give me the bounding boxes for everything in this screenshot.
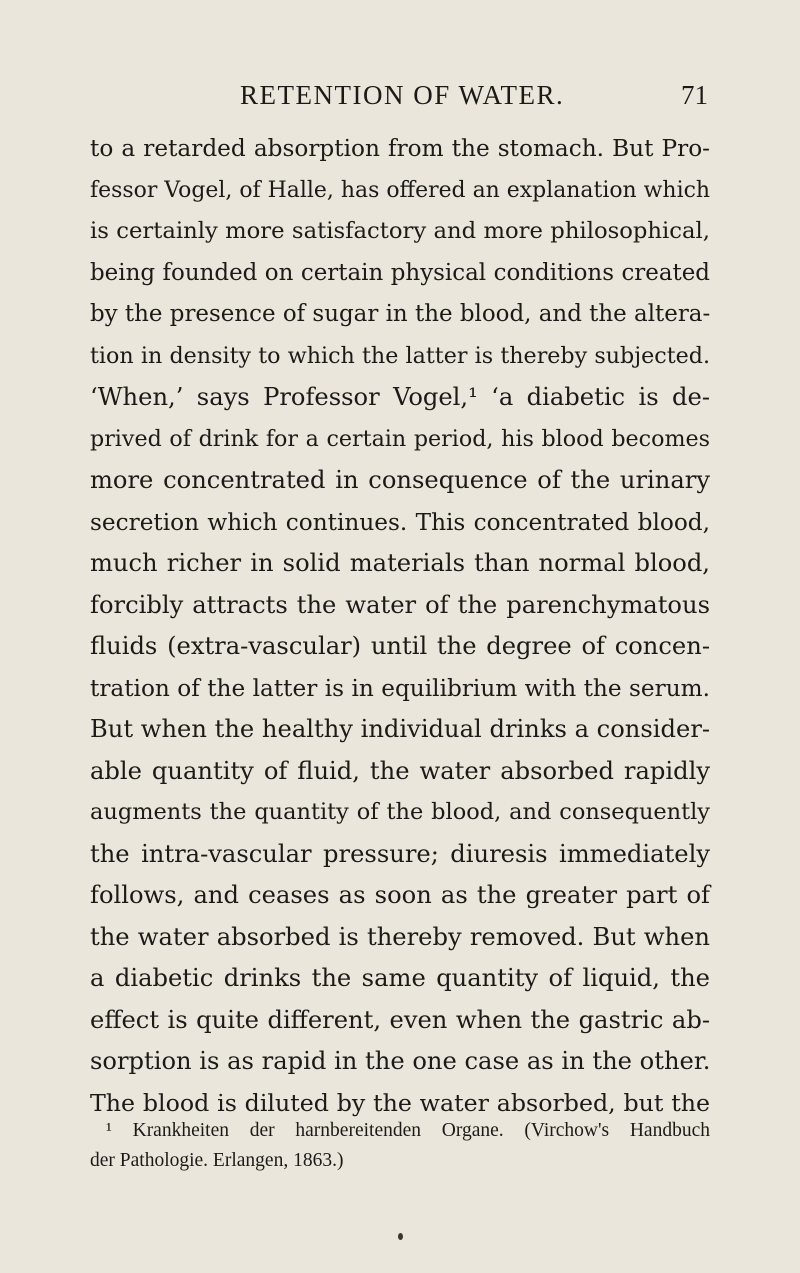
ink-speck: [398, 1233, 403, 1240]
text-line: ‘When,’ says Professor Vogel,¹ ‘a diabetic is de-: [90, 383, 710, 411]
page-header: [95, 78, 710, 118]
text-line: tion in density to which the latter is thereby subjected.: [90, 342, 710, 369]
text-line: a diabetic drinks the same quantity of liquid, the: [90, 964, 710, 992]
text-line: secretion which continues. This concentrated blood,: [90, 508, 710, 536]
text-line: is certainly more satisfactory and more philosophical,: [90, 218, 710, 244]
text-line: able quantity of fluid, the water absorbed rapidly: [90, 756, 710, 785]
text-line: by the presence of sugar in the blood, and the altera-: [90, 301, 711, 327]
text-line: more concentrated in consequence of the urinary: [90, 466, 710, 494]
text-line: fessor Vogel, of Halle, has offered an explanation which: [90, 177, 710, 203]
text-line: The blood is diluted by the water absorbed, but the: [90, 1088, 710, 1117]
page-number: 71: [681, 80, 708, 110]
text-line: But when the healthy individual drinks a consider-: [90, 715, 711, 743]
text-line: prived of drink for a certain period, his blood becomes: [90, 425, 710, 452]
text-line: tration of the latter is in equilibrium with the serum.: [90, 674, 710, 702]
text-line: forcibly attracts the water of the parenchymatous: [90, 590, 710, 619]
text-line: sorption is as rapid in the one case as in the other.: [90, 1047, 711, 1075]
text-line: augments the quantity of the blood, and consequently: [90, 799, 710, 825]
footnote-line: der Pathologie. Erlangen, 1863.): [90, 1150, 344, 1171]
text-line: much richer in solid materials than normal blood,: [90, 549, 710, 577]
running-title: RETENTION OF WATER.: [240, 80, 565, 110]
text-line: effect is quite different, even when the gastric ab-: [90, 1005, 710, 1034]
text-line: being founded on certain physical conditions created: [90, 259, 710, 286]
footnote: [90, 1116, 710, 1176]
text-line: the intra-vascular pressure; diuresis immediately: [90, 839, 710, 868]
text-line: follows, and ceases as soon as the greater part of: [90, 881, 710, 909]
text-line: to a retarded absorption from the stomach. But Pro-: [90, 135, 710, 162]
footnote-line: ¹ Krankheiten der harnbereitenden Organe. (Virchow's Handbuch: [106, 1120, 710, 1141]
text-line: fluids (extra-vascular) until the degree of concen-: [90, 632, 710, 660]
body-text: [90, 128, 710, 1124]
text-line: the water absorbed is thereby removed. But when: [90, 922, 710, 951]
